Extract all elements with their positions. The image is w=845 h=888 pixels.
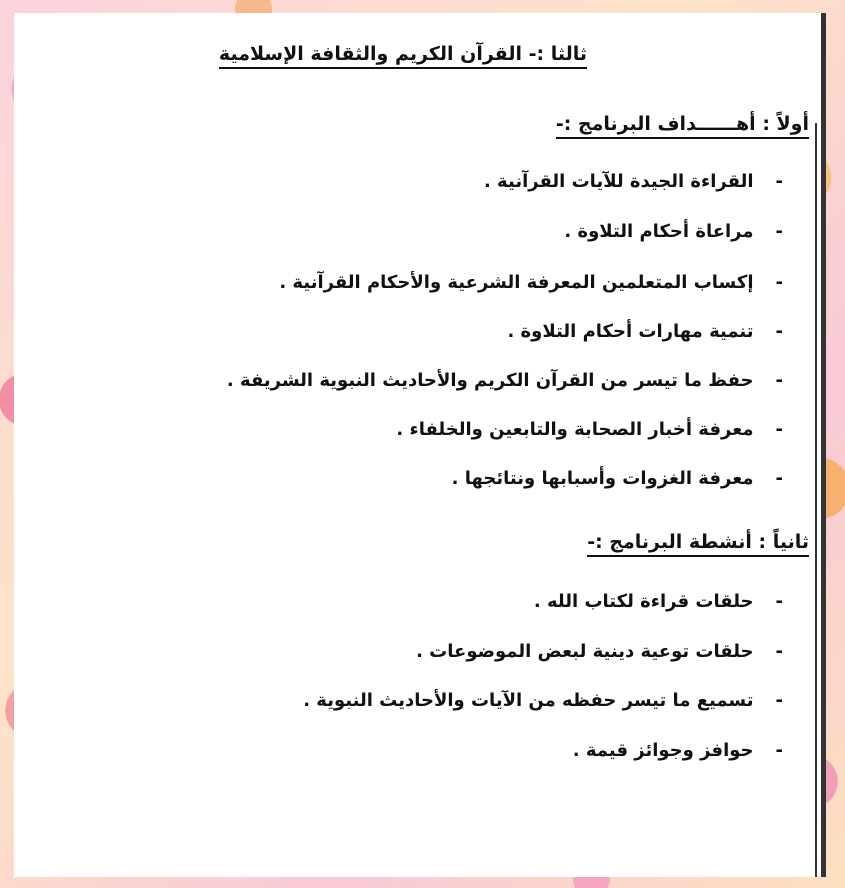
list-item: -تنمية مهارات أحكام التلاوة . (507, 321, 783, 342)
document-page (14, 13, 826, 877)
list-item: -حوافز وجوائز قيمة . (572, 740, 783, 761)
list-item: -حفظ ما تيسر من القرآن الكريم والأحاديث النبوية الشريفة . (226, 370, 783, 391)
list-item: -القراءة الجيدة للآيات القرآنية . (483, 171, 783, 192)
list-item: -إكساب المتعلمين المعرفة الشرعية والأحكام القرآنية . (279, 272, 783, 293)
list-item: -حلقات قراءة لكتاب الله . (533, 591, 783, 612)
section-heading-objectives: أولاً : أهــــــداف البرنامج :- (556, 113, 809, 139)
list-item: -تسميع ما تيسر حفظه من الآيات والأحاديث النبوية . (303, 690, 783, 711)
section-heading-activities: ثانياً : أنشطة البرنامج :- (587, 531, 809, 557)
list-item: -معرفة أخبار الصحابة والتابعين والخلفاء . (396, 419, 783, 440)
list-item: -حلقات توعية دينية لبعض الموضوعات . (416, 641, 783, 662)
page-title: ثالثا :- القرآن الكريم والثقافة الإسلامية (219, 43, 587, 69)
list-item: -معرفة الغزوات وأسبابها ونتائجها . (451, 468, 783, 489)
list-item: -مراعاة أحكام التلاوة . (564, 221, 783, 242)
